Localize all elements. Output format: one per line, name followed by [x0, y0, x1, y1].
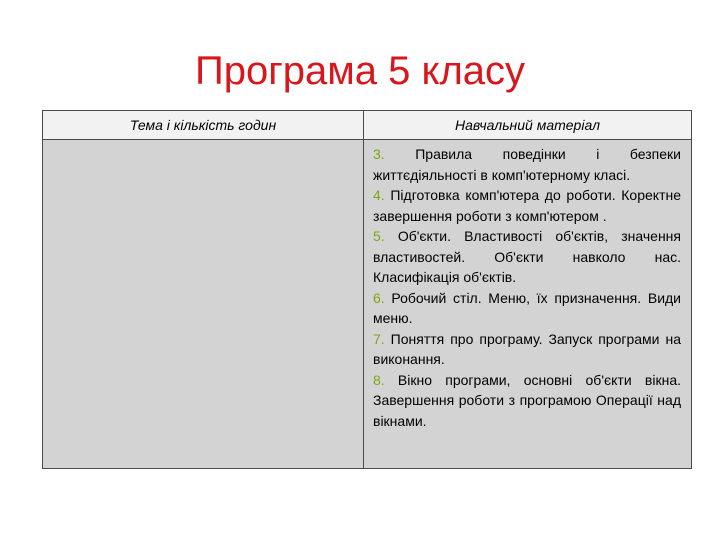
- item-number: 5.: [373, 228, 385, 244]
- item-number: 7.: [373, 330, 385, 347]
- list-item: [373, 144, 681, 185]
- list-item: [373, 185, 681, 226]
- page-title: Програма 5 класу: [194, 49, 526, 93]
- header-learning-material: Навчальний матеріал: [455, 117, 600, 133]
- header-topic-hours: Тема і кількість годин: [129, 117, 277, 133]
- item-number: 4.: [373, 187, 385, 203]
- item-text: Вікно програми, основні об'єкти вікна. Завершення роботи з програмою Операції над вікнами.: [373, 371, 681, 429]
- item-text: Об'єкти. Властивості об'єктів, значення властивостей. Об'єкти навколо нас. Класифікація об'єктів.: [373, 228, 681, 285]
- item-text: Поняття про програму. Запуск програми на виконання.: [373, 330, 681, 367]
- item-number: 6.: [373, 289, 385, 306]
- list-item: [373, 370, 681, 432]
- table-header-row: [43, 111, 691, 140]
- curriculum-table: [42, 110, 692, 469]
- list-item: [373, 226, 681, 288]
- item-number: 8.: [373, 371, 385, 388]
- topic-hours-cell: [43, 140, 363, 468]
- learning-material-cell: [364, 140, 691, 468]
- list-item: [373, 288, 681, 329]
- item-number: 3.: [373, 146, 385, 162]
- item-text: Робочий стіл. Меню, їх призначення. Види меню.: [373, 289, 681, 326]
- item-text: Правила поведінки і безпеки життєдіяльності в комп'ютерному класі.: [373, 146, 681, 183]
- item-text: Підготовка комп'ютера до роботи. Коректне завершення роботи з комп'ютером .: [373, 187, 681, 224]
- list-item: [373, 329, 681, 370]
